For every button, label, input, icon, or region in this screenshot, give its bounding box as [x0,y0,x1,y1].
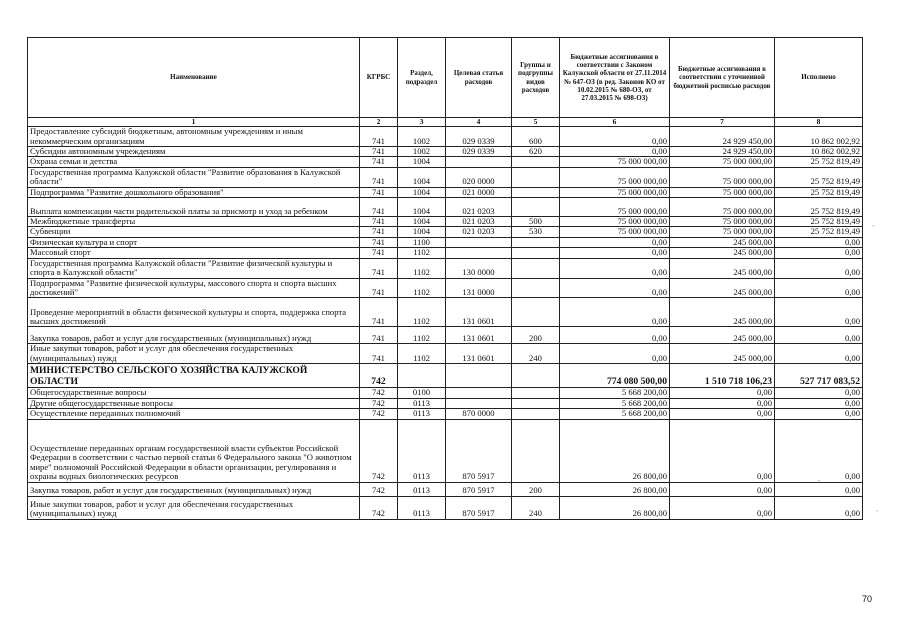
table-row [28,327,863,344]
row-executed: 0,00 [775,409,863,419]
row-executed: 527 717 083,52 [775,364,863,388]
col-number: 4 [446,118,512,127]
row-kgrbs: 741 [360,237,398,247]
row-refined-budget: 75 000 000,00 [670,157,775,167]
row-name: Государственная программа Калужской области "Развитие образования в Калужской области" [28,167,360,187]
table-row [28,258,863,278]
row-section: 1002 [398,127,446,147]
row-name: Закупка товаров, работ и услуг для государственных (муниципальных) нужд [28,327,360,344]
row-target-article [446,237,512,247]
row-name: Выплата компенсации части родительской платы за присмотр и уход за ребенком [28,198,360,217]
row-budget-law: 75 000 000,00 [560,198,670,217]
row-budget-law: 75 000 000,00 [560,227,670,237]
row-kgrbs: 741 [360,167,398,187]
row-executed: 10 862 002,92 [775,147,863,157]
row-refined-budget: 245 000,00 [670,327,775,344]
row-executed: 25 752 819,49 [775,217,863,227]
row-target-article [446,248,512,258]
row-target-article: 021 0203 [446,198,512,217]
row-target-article: 870 5917 [446,496,512,519]
row-kgrbs: 742 [360,388,398,398]
row-refined-budget: 245 000,00 [670,298,775,327]
row-section: 0113 [398,409,446,419]
row-expense-group [512,419,560,482]
row-section: 1004 [398,157,446,167]
table-row [28,127,863,147]
row-executed: 0,00 [775,398,863,408]
row-expense-group: 500 [512,217,560,227]
row-kgrbs: 741 [360,327,398,344]
row-kgrbs: 741 [360,248,398,258]
row-executed: 25 752 819,49 [775,227,863,237]
row-section: 1102 [398,258,446,278]
row-expense-group: 240 [512,496,560,519]
row-executed: 0,00 [775,482,863,496]
row-refined-budget: 75 000 000,00 [670,167,775,187]
row-kgrbs: 742 [360,409,398,419]
row-name: Межбюджетные трансферты [28,217,360,227]
row-expense-group: 620 [512,147,560,157]
row-section: 1004 [398,167,446,187]
table-row [28,419,863,482]
row-expense-group [512,388,560,398]
row-refined-budget: 0,00 [670,388,775,398]
row-section: 1100 [398,237,446,247]
table-row [28,344,863,364]
row-target-article: 020 0000 [446,167,512,187]
col-number: 1 [28,118,360,127]
table-row [28,187,863,197]
row-refined-budget: 245 000,00 [670,237,775,247]
row-kgrbs: 741 [360,227,398,237]
row-kgrbs: 742 [360,398,398,408]
row-target-article: 870 0000 [446,409,512,419]
row-expense-group [512,398,560,408]
row-kgrbs: 741 [360,344,398,364]
row-executed: 25 752 819,49 [775,157,863,167]
col-header-kgrbs: КГРБС [360,38,398,118]
table-row [28,167,863,187]
row-name: Осуществление переданных органам государственной власти субъектов Российской Федерации в соответствии с частью первой статьи 6 Федерального закона "О животном мире" полномочий Российской Федерации в области организации, регулирования и охраны водных биологических ресурсов [28,419,360,482]
row-section: 1004 [398,187,446,197]
row-target-article: 870 5917 [446,482,512,496]
row-refined-budget: 0,00 [670,482,775,496]
row-kgrbs: 742 [360,496,398,519]
row-target-article [446,157,512,167]
row-refined-budget: 0,00 [670,496,775,519]
row-target-article: 131 0601 [446,327,512,344]
row-budget-law: 0,00 [560,344,670,364]
row-expense-group [512,237,560,247]
row-target-article: 029 0339 [446,147,512,157]
row-budget-law: 774 080 500,00 [560,364,670,388]
table-row [28,227,863,237]
row-name: Иные закупки товаров, работ и услуг для обеспечения государственных (муниципальных) нужд [28,496,360,519]
row-budget-law: 5 668 200,00 [560,388,670,398]
row-target-article: 131 0000 [446,278,512,298]
col-number: 7 [670,118,775,127]
table-row [28,217,863,227]
col-number: 3 [398,118,446,127]
row-refined-budget: 1 510 718 106,23 [670,364,775,388]
row-budget-law: 0,00 [560,127,670,147]
row-kgrbs: 742 [360,419,398,482]
row-section: 1102 [398,344,446,364]
row-budget-law: 75 000 000,00 [560,167,670,187]
col-number: 6 [560,118,670,127]
table-header [28,38,863,127]
table-row [28,248,863,258]
row-name: Подпрограмма "Развитие физической культуры, массового спорта и спорта высших достижений" [28,278,360,298]
row-section: 1004 [398,217,446,227]
row-budget-law: 75 000 000,00 [560,157,670,167]
row-target-article [446,364,512,388]
row-name: Проведение мероприятий в области физической культуры и спорта, поддержка спорта высших достижений [28,298,360,327]
row-refined-budget: 0,00 [670,409,775,419]
row-name: Предоставление субсидий бюджетным, автономным учреждениям и иным некоммерческим организациям [28,127,360,147]
row-expense-group [512,258,560,278]
margin-mark: ʼ [872,224,875,232]
row-refined-budget: 0,00 [670,398,775,408]
row-target-article: 021 0000 [446,187,512,197]
row-section: 1102 [398,327,446,344]
row-executed: 0,00 [775,388,863,398]
row-section: 1102 [398,278,446,298]
row-kgrbs: 741 [360,187,398,197]
row-budget-law: 75 000 000,00 [560,187,670,197]
row-budget-law: 0,00 [560,298,670,327]
row-kgrbs: 741 [360,157,398,167]
row-expense-group [512,298,560,327]
row-target-article: 131 0601 [446,298,512,327]
table-row [28,237,863,247]
row-budget-law: 5 668 200,00 [560,409,670,419]
row-kgrbs: 741 [360,298,398,327]
row-budget-law: 26 800,00 [560,482,670,496]
scan-speck: ˇ [818,479,821,487]
row-expense-group [512,198,560,217]
row-expense-group [512,248,560,258]
row-target-article: 021 0203 [446,227,512,237]
row-executed: 0,00 [775,237,863,247]
row-budget-law: 5 668 200,00 [560,398,670,408]
row-expense-group: 600 [512,127,560,147]
row-expense-group: 240 [512,344,560,364]
row-section: 0100 [398,388,446,398]
row-expense-group [512,187,560,197]
row-section: 0113 [398,482,446,496]
row-budget-law: 0,00 [560,237,670,247]
row-name: Государственная программа Калужской области "Развитие физической культуры и спорта в Калужской области" [28,258,360,278]
row-refined-budget: 75 000 000,00 [670,227,775,237]
row-section: 1102 [398,298,446,327]
row-budget-law: 0,00 [560,278,670,298]
row-refined-budget: 75 000 000,00 [670,198,775,217]
row-target-article: 029 0339 [446,127,512,147]
row-refined-budget: 24 929 450,00 [670,127,775,147]
row-executed: 0,00 [775,344,863,364]
row-executed: 25 752 819,49 [775,198,863,217]
row-refined-budget: 245 000,00 [670,344,775,364]
row-name: Субвенции [28,227,360,237]
row-kgrbs: 742 [360,482,398,496]
row-target-article [446,398,512,408]
row-section: 1004 [398,198,446,217]
table-row [28,364,863,388]
row-name: Общегосударственные вопросы [28,388,360,398]
row-expense-group [512,167,560,187]
row-expense-group: 200 [512,482,560,496]
row-budget-law: 0,00 [560,327,670,344]
row-expense-group: 530 [512,227,560,237]
row-expense-group [512,157,560,167]
row-name: Физическая культура и спорт [28,237,360,247]
row-expense-group [512,409,560,419]
row-refined-budget: 0,00 [670,419,775,482]
table-row [28,496,863,519]
row-section: 1102 [398,248,446,258]
row-name: Осуществление переданных полномочий [28,409,360,419]
row-kgrbs: 742 [360,364,398,388]
row-executed: 0,00 [775,327,863,344]
row-name: Подпрограмма "Развитие дошкольного образования" [28,187,360,197]
row-refined-budget: 245 000,00 [670,258,775,278]
row-executed: 10 862 002,92 [775,127,863,147]
row-executed: 0,00 [775,278,863,298]
row-section [398,364,446,388]
row-kgrbs: 741 [360,198,398,217]
table-row [28,147,863,157]
table-body [28,127,863,520]
row-executed: 0,00 [775,298,863,327]
row-refined-budget: 24 929 450,00 [670,147,775,157]
row-name: Иные закупки товаров, работ и услуг для обеспечения государственных (муниципальных) нужд [28,344,360,364]
row-expense-group: 200 [512,327,560,344]
row-budget-law: 0,00 [560,147,670,157]
row-kgrbs: 741 [360,147,398,157]
row-name: Субсидии автономным учреждениям [28,147,360,157]
row-expense-group [512,278,560,298]
row-section: 0113 [398,419,446,482]
table-row [28,409,863,419]
col-header-budget-law: Бюджетные ассигнования в соответствии с Законом Калужской области от 27.11.2014 № 647-ОЗ (в ред. Законов КО от 10.02.2015 № 680-ОЗ, от 27.03.2015 № 698-ОЗ) [560,38,670,118]
row-executed: 25 752 819,49 [775,187,863,197]
table-row [28,278,863,298]
row-target-article: 021 0203 [446,217,512,227]
col-header-expense-group: Группы и подгруппы видов расходов [512,38,560,118]
page-number: 70 [861,594,872,604]
row-name: Закупка товаров, работ и услуг для государственных (муниципальных) нужд [28,482,360,496]
row-budget-law: 0,00 [560,248,670,258]
row-executed: 0,00 [775,248,863,258]
table-row [28,198,863,217]
row-budget-law: 26 800,00 [560,419,670,482]
col-header-target-article: Целевая статья расходов [446,38,512,118]
budget-execution-table [27,37,863,520]
col-header-refined-budget: Бюджетные ассигнования в соответствии с уточненной бюджетной росписью расходов [670,38,775,118]
row-name: Массовый спорт [28,248,360,258]
row-kgrbs: 741 [360,127,398,147]
table-row [28,157,863,167]
row-section: 1004 [398,227,446,237]
row-target-article: 130 0000 [446,258,512,278]
row-refined-budget: 245 000,00 [670,278,775,298]
row-budget-law: 75 000 000,00 [560,217,670,227]
row-executed: 0,00 [775,496,863,519]
row-target-article: 870 5917 [446,419,512,482]
row-kgrbs: 741 [360,217,398,227]
row-target-article [446,388,512,398]
col-number: 2 [360,118,398,127]
row-executed: 0,00 [775,419,863,482]
row-name: МИНИСТЕРСТВО СЕЛЬСКОГО ХОЗЯЙСТВА КАЛУЖСКОЙ ОБЛАСТИ [28,364,360,388]
col-number: 8 [775,118,863,127]
margin-mark: ʼ [876,509,879,517]
row-refined-budget: 245 000,00 [670,248,775,258]
col-header-name: Наименование [28,38,360,118]
row-refined-budget: 75 000 000,00 [670,187,775,197]
row-section: 0113 [398,496,446,519]
row-executed: 0,00 [775,258,863,278]
col-number: 5 [512,118,560,127]
row-name: Другие общегосударственные вопросы [28,398,360,408]
row-budget-law: 0,00 [560,258,670,278]
col-header-section: Раздел, подраздел [398,38,446,118]
row-name: Охрана семьи и детства [28,157,360,167]
table-row [28,298,863,327]
col-header-executed: Исполнено [775,38,863,118]
row-section: 0113 [398,398,446,408]
row-refined-budget: 75 000 000,00 [670,217,775,227]
table-row [28,398,863,408]
row-section: 1002 [398,147,446,157]
row-kgrbs: 741 [360,278,398,298]
table-row [28,388,863,398]
row-expense-group [512,364,560,388]
table-row [28,482,863,496]
row-executed: 25 752 819,49 [775,167,863,187]
row-budget-law: 26 800,00 [560,496,670,519]
row-kgrbs: 741 [360,258,398,278]
row-target-article: 131 0601 [446,344,512,364]
